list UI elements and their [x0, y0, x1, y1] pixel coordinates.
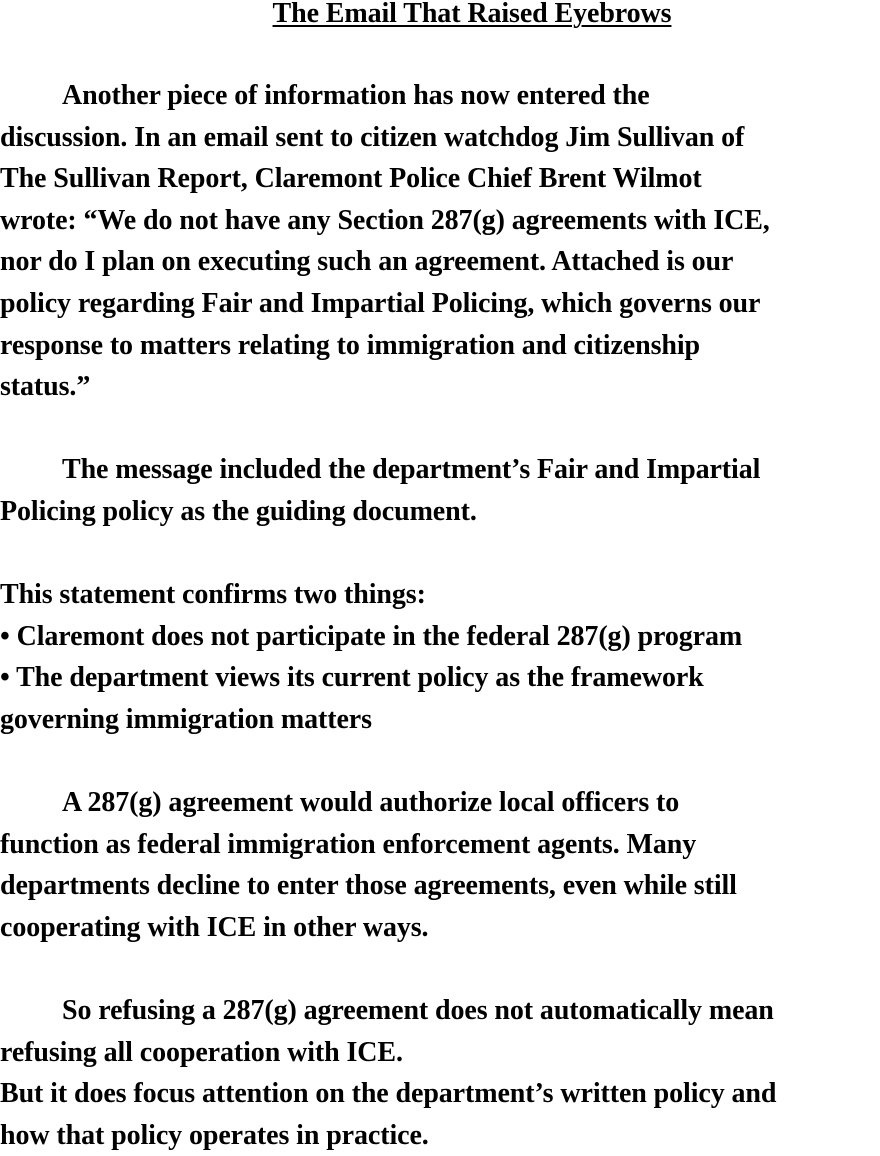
text-line: This statement confirms two things:	[0, 579, 426, 610]
text-line: response to matters relating to immigration and citizenship	[0, 329, 701, 361]
paragraph-email-statement	[0, 75, 880, 408]
bullet-item: • Claremont does not participate in the federal 287(g) program	[0, 620, 743, 652]
text-line: function as federal immigration enforcement agents. Many	[0, 828, 697, 860]
text-line: departments decline to enter those agreements, even while still	[0, 870, 737, 902]
text-line: But it does focus attention on the department’s written policy and	[0, 1078, 777, 1110]
text-line: Policing policy as the guiding document.	[0, 495, 477, 527]
text-line: Another piece of information has now entered the	[62, 80, 650, 111]
text-line: cooperating with ICE in other ways.	[0, 911, 429, 943]
text-line: A 287(g) agreement would authorize local officers to	[62, 787, 680, 818]
text-line: governing immigration matters	[0, 703, 372, 735]
text-line: So refusing a 287(g) agreement does not automatically mean	[62, 995, 774, 1026]
text-line: nor do I plan on executing such an agreement. Attached is our	[0, 246, 734, 278]
paragraph-conclusion	[0, 990, 880, 1156]
document-title: The Email That Raised Eyebrows	[272, 0, 672, 29]
paragraph-confirmations	[0, 574, 880, 740]
text-line: wrote: “We do not have any Section 287(g) agreements with ICE,	[0, 204, 770, 236]
bullet-item: • The department views its current policy as the framework	[0, 662, 704, 694]
text-line: status.”	[0, 371, 91, 403]
text-line: The message included the department’s Fair and Impartial	[62, 454, 761, 485]
text-line: policy regarding Fair and Impartial Policing, which governs our	[0, 287, 761, 319]
paragraph-policy-document	[0, 449, 880, 532]
text-line: how that policy operates in practice.	[0, 1119, 429, 1151]
paragraph-287g-explanation	[0, 782, 880, 948]
text-line: refusing all cooperation with ICE.	[0, 1036, 403, 1068]
text-line: The Sullivan Report, Claremont Police Chief Brent Wilmot	[0, 163, 702, 195]
text-line: discussion. In an email sent to citizen watchdog Jim Sullivan of	[0, 121, 745, 153]
